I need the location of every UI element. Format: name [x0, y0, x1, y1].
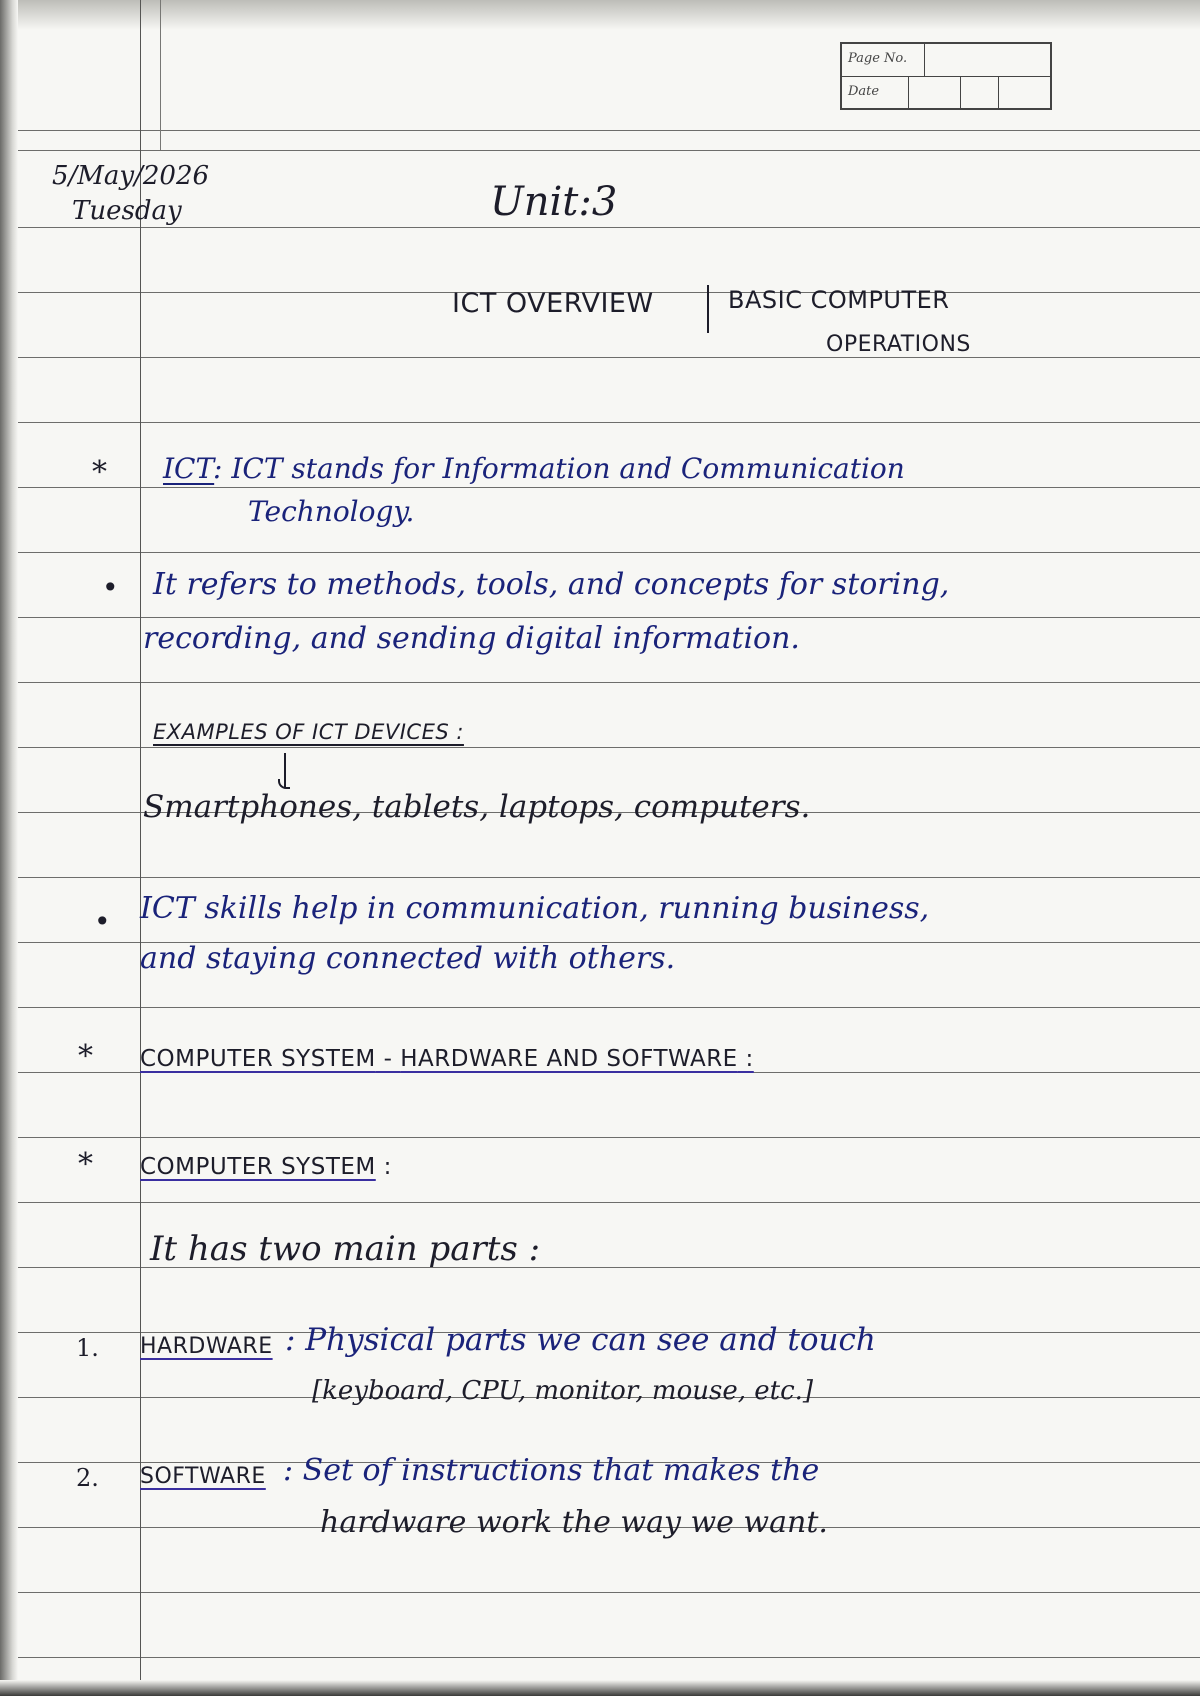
ruled-line [18, 1007, 1200, 1008]
ruled-line [18, 227, 1200, 228]
software-term: SOFTWARE [140, 1464, 266, 1489]
page-no-row [842, 44, 1050, 77]
ruled-line [18, 1137, 1200, 1138]
point2-line1: ICT skills help in communication, running business, [140, 891, 930, 926]
page-no-cell-divider [924, 44, 925, 76]
date-row [842, 77, 1050, 109]
point2-bullet: • [94, 905, 111, 938]
software-number: 2. [76, 1464, 99, 1492]
hardware-term: HARDWARE [140, 1334, 273, 1359]
arrow-down-icon [284, 753, 286, 787]
cs-heading [140, 1156, 392, 1179]
hw-sw-bullet: * [78, 1039, 93, 1074]
subtitle-divider [707, 285, 709, 333]
subtitle-left: ICT OVERVIEW [452, 288, 654, 319]
date-cell-divider [960, 77, 961, 109]
ruled-line [18, 1072, 1200, 1073]
hw-sw-heading-part1: COMPUTER SYSTEM [140, 1046, 376, 1072]
date-cell-divider [908, 77, 909, 109]
point1-line1: It refers to methods, tools, and concepts for storing, [153, 567, 950, 602]
point1-line2: recording, and sending digital information. [143, 621, 800, 656]
margin-line [140, 0, 141, 1696]
software-line1: : Set of instructions that makes the [283, 1453, 820, 1488]
page-no-label: Page No. [848, 51, 908, 66]
point2-line2: and staying connected with others. [140, 941, 676, 976]
two-parts-text: It has two main parts : [150, 1229, 541, 1269]
point1-bullet: • [102, 571, 119, 604]
examples-heading: EXAMPLES OF ICT DEVICES : [153, 720, 464, 744]
cs-heading-text: COMPUTER SYSTEM [140, 1154, 376, 1180]
margin-line-secondary [160, 0, 161, 150]
hw-sw-heading [140, 1048, 754, 1071]
ruled-line [18, 1592, 1200, 1593]
binding-shadow-left [0, 0, 18, 1696]
ict-bullet: * [92, 455, 107, 490]
ruled-line [18, 150, 1200, 151]
ruled-line [18, 357, 1200, 358]
ruled-line [18, 1202, 1200, 1203]
ruled-line [18, 877, 1200, 878]
binding-shadow-bottom [0, 1680, 1200, 1696]
ruled-line [18, 487, 1200, 488]
ruled-line [18, 682, 1200, 683]
ruled-line [18, 1657, 1200, 1658]
ruled-line [18, 617, 1200, 618]
ruled-line [18, 422, 1200, 423]
cs-bullet: * [78, 1147, 93, 1182]
hw-sw-heading-dash: - [375, 1046, 401, 1072]
subtitle-right-line1: BASIC COMPUTER [728, 286, 950, 314]
hardware-line2: [keyboard, CPU, monitor, mouse, etc.] [312, 1376, 814, 1406]
ict-definition-line1: : ICT stands for Information and Communication [213, 452, 905, 485]
subtitle-right-line2: OPERATIONS [826, 332, 971, 357]
date-label: Date [848, 84, 880, 99]
day-text: Tuesday [72, 196, 182, 226]
hardware-number: 1. [76, 1334, 99, 1362]
date-cell-divider [998, 77, 999, 109]
page-date-box [840, 42, 1052, 110]
hw-sw-heading-part3: HARDWARE AND SOFTWARE [400, 1046, 738, 1072]
software-line2: hardware work the way we want. [320, 1505, 828, 1540]
hardware-line1: : Physical parts we can see and touch [285, 1322, 876, 1358]
date-text: 5/May/2026 [52, 161, 210, 191]
examples-list: Smartphones, tablets, laptops, computers. [143, 789, 811, 825]
hw-sw-heading-suffix: : [737, 1046, 754, 1072]
ruled-line [18, 552, 1200, 553]
binding-shadow-top [0, 0, 1200, 30]
cs-heading-suffix: : [375, 1154, 392, 1180]
ict-definition-line2: Technology. [248, 495, 415, 528]
unit-title: Unit:3 [490, 179, 618, 225]
ruled-line [18, 130, 1200, 131]
ict-term: ICT [163, 452, 215, 485]
ruled-line [18, 747, 1200, 748]
